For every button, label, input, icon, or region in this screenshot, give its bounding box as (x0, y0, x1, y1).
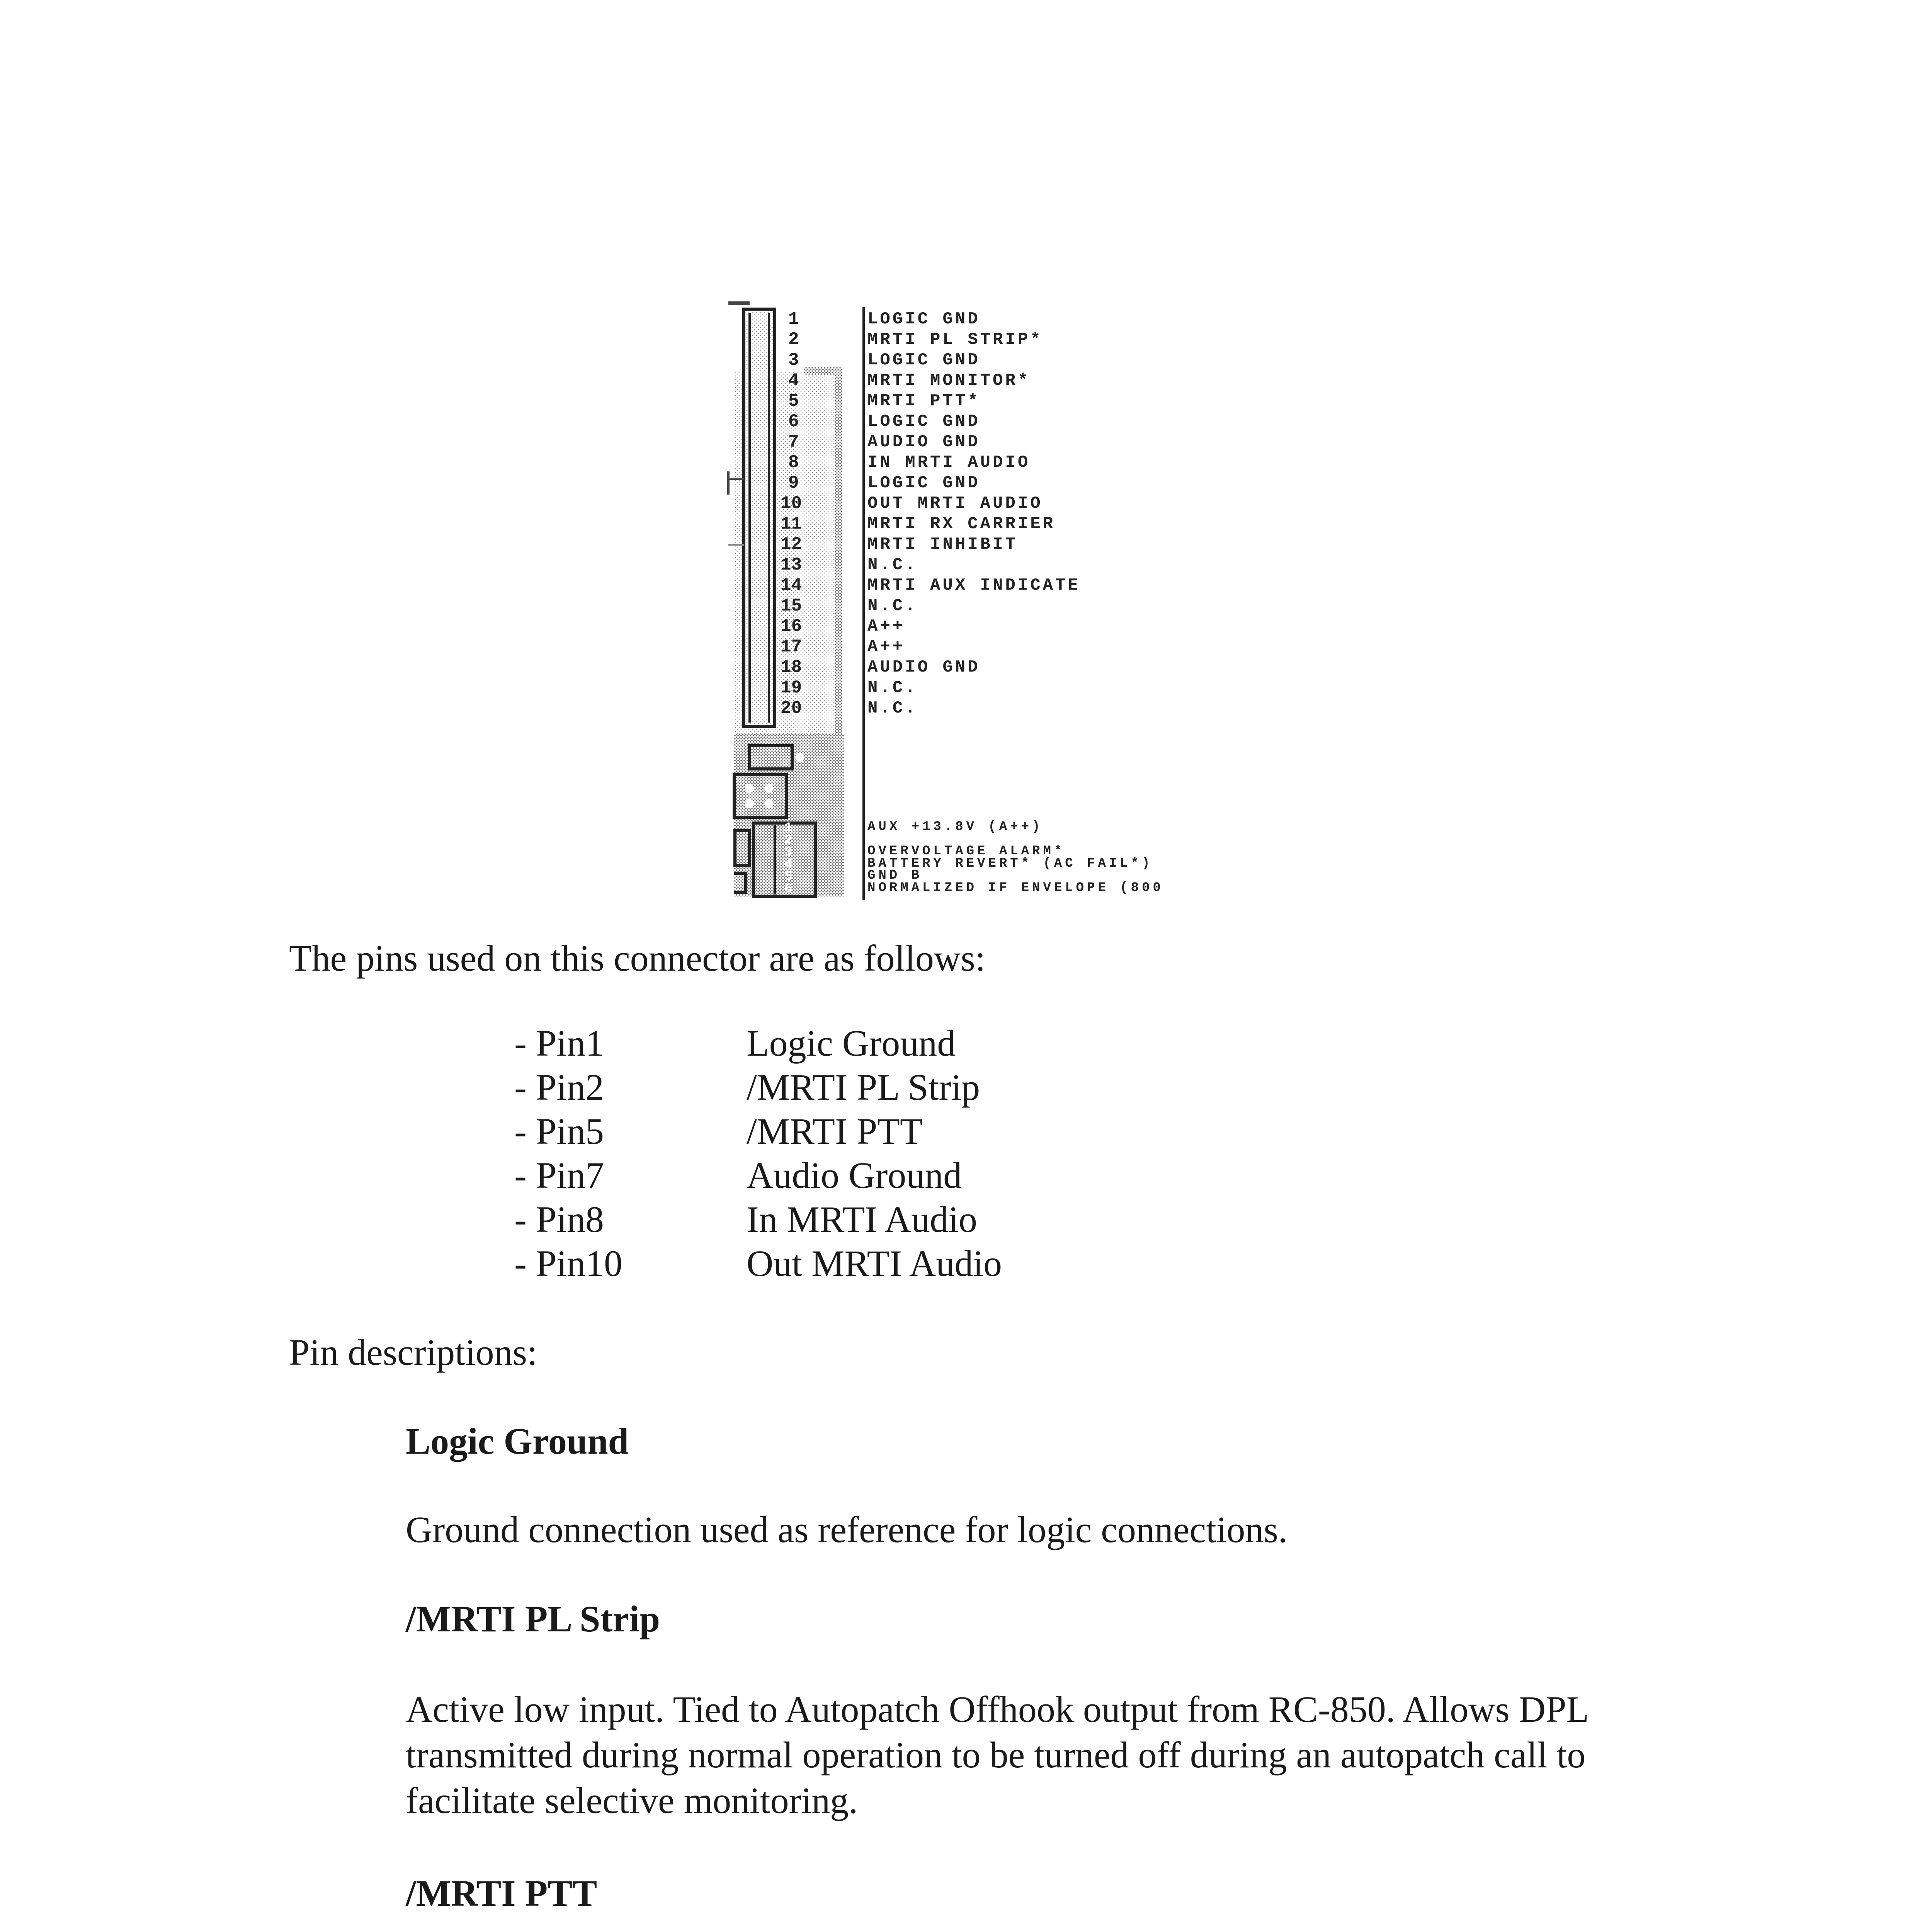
connector-b-signal-list (867, 821, 1208, 898)
description-heading: /MRTI PL Strip (406, 1598, 660, 1639)
connector-a-signal-label: N.C. (867, 678, 918, 697)
pin-list-number: - Pin2 (514, 1066, 604, 1108)
pin-list-name: Out MRTI Audio (747, 1243, 1002, 1284)
connector-a-signal-label: A++ (867, 637, 905, 656)
connector-a-pin-number: 12 (781, 534, 802, 554)
connector-b-signal-label: GND B (867, 868, 923, 883)
connector-a-pin-number: 3 (788, 350, 799, 370)
connector-a-pin-number: 5 (788, 391, 799, 411)
pin-list-number: - Pin7 (514, 1155, 604, 1196)
connector-a-signal-label: MRTI RX CARRIER (867, 514, 1056, 534)
connector-a-pin-number: 19 (781, 678, 802, 698)
connector-a-signal-label: AUDIO GND (867, 432, 980, 452)
connector-a-signal-label: OUT MRTI AUDIO (867, 494, 1043, 513)
connector-a-pin-number: 9 (788, 473, 799, 493)
connector-pinout-diagram (726, 298, 1213, 900)
pin-list-name: In MRTI Audio (747, 1199, 977, 1240)
connector-a-signal-label: MRTI PL STRIP* (867, 330, 1043, 349)
connector-a-signal-label: A++ (867, 617, 905, 636)
connector-a-pin-number: 11 (781, 514, 802, 534)
connector-a-signal-label: AUDIO GND (867, 658, 980, 677)
connector-b-pin-number: 2 (784, 833, 793, 848)
connector-a-pin-number: 6 (788, 412, 799, 432)
pin-list-name: Logic Ground (747, 1022, 956, 1064)
connector-a-signal-label: N.C. (867, 555, 918, 575)
connector-a-signal-label: LOGIC GND (867, 412, 980, 431)
connector-a-signal-label: MRTI MONITOR* (867, 371, 1031, 390)
connector-a-signal-label: IN MRTI AUDIO (867, 453, 1031, 472)
connector-a-pin-number: 15 (781, 596, 802, 616)
pin-list-name: /MRTI PTT (747, 1111, 923, 1152)
connector-b-pin-number: 5 (784, 869, 793, 884)
connector-a-signal-list (867, 309, 1208, 726)
connector-b-pin-number: 6 (784, 881, 793, 896)
connector-b-pin-number: 4 (784, 857, 793, 872)
connector-b-signal-label: AUX +13.8V (A++) (867, 820, 1043, 834)
pin-list-number: - Pin1 (514, 1022, 604, 1064)
connector-a-pin-number: 7 (788, 432, 799, 452)
connector-a-signal-label: N.C. (867, 596, 918, 616)
description-heading: Logic Ground (406, 1420, 629, 1462)
connector-a-pin-number: 17 (781, 637, 802, 657)
connector-a-pin-number: 10 (781, 493, 802, 514)
connector-a-pin-number: 16 (781, 616, 802, 636)
connector-a-pin-number: 1 (788, 309, 799, 329)
connector-b-signal-label: BATTERY REVERT* (AC FAIL*) (867, 856, 1153, 871)
connector-a-pin-number: 8 (788, 452, 799, 473)
connector-a-signal-label: LOGIC GND (867, 310, 980, 329)
pin-list-name: Audio Ground (747, 1155, 962, 1196)
connector-b-pin-number: 3 (784, 845, 793, 860)
descriptions-label: Pin descriptions: (289, 1332, 537, 1373)
connector-a-pin-number: 13 (781, 555, 802, 575)
connector-a-pin-number: 20 (781, 698, 802, 718)
connector-a-pin-number: 18 (781, 657, 802, 677)
pin-list-name: /MRTI PL Strip (747, 1066, 980, 1108)
connector-b-signal-label: OVERVOLTAGE ALARM* (867, 844, 1065, 859)
description-text: Ground connection used as reference for logic connections. (406, 1509, 1287, 1550)
connector-a-signal-label: MRTI AUX INDICATE (867, 576, 1080, 595)
connector-a-signal-label: LOGIC GND (867, 350, 980, 370)
pin-list-number: - Pin10 (514, 1243, 623, 1284)
description-text: Active low input. Tied to Autopatch Offhook output from RC-850. Allows DPL transmitted during normal operation to be turned off during an autopatch call to facilitate selective monitoring. (406, 1689, 1588, 1821)
connector-b-signal-label: NORMALIZED IF ENVELOPE (800 (867, 880, 1164, 895)
connector-a-pin-number: 14 (781, 575, 802, 595)
description-heading: /MRTI PTT (406, 1872, 597, 1914)
connector-a-signal-label: N.C. (867, 699, 918, 718)
intro-text: The pins used on this connector are as follows: (289, 937, 986, 979)
connector-a-signal-label: MRTI PTT* (867, 391, 980, 411)
pin-list-number: - Pin5 (514, 1111, 604, 1152)
connector-b-pin-number: 1 (784, 821, 793, 835)
connector-a-pin-number: 2 (788, 330, 799, 350)
connector-a-signal-label: MRTI INHIBIT (867, 535, 1018, 554)
connector-a-signal-label: LOGIC GND (867, 473, 980, 493)
pin-list-number: - Pin8 (514, 1199, 604, 1240)
connector-a-pin-number: 4 (788, 371, 799, 391)
